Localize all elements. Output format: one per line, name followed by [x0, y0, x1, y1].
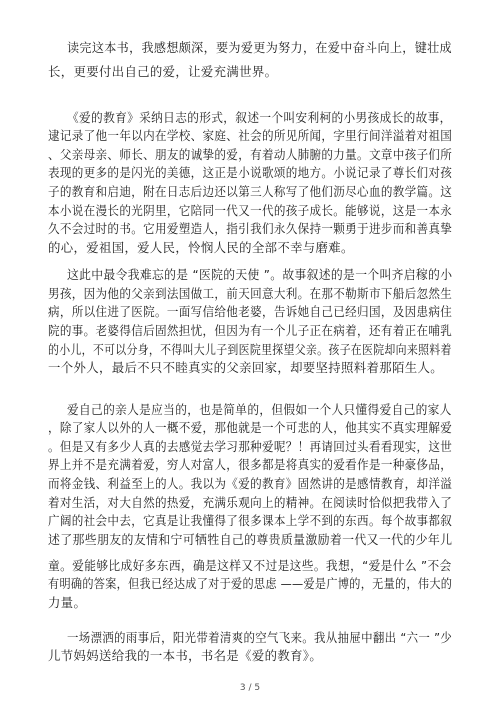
text-line: 本小说在漫长的光阴里，它陪同一代又一代的孩子成长。能够说，这是一本永	[48, 203, 453, 218]
text-line: 述了那些朋友的友情和宁可牺牲自己的尊贵质量激励着一代又一代的少年儿	[48, 532, 453, 547]
text-line: 久不会过时的书。它用爱塑造人，指引我们永久保持一颗勇于进步而和善真挚	[48, 221, 453, 236]
text-line: 《爱的教育》采纳日志的形式，叙述一个叫安利柯的小男孩成长的故事，	[67, 110, 452, 125]
text-line: 着对生活，对大自然的热爱，充满乐观向上的精神。在阅读时恰似把我带入了	[48, 495, 453, 510]
text-line: 广阔的社会中去，它真是让我懂得了很多课本上学不到的东西。每个故事都叙	[48, 513, 453, 528]
text-line: 一个外人，最后不只不睦真实的父亲回家，却要坚持照料着那陌生人。	[48, 360, 443, 375]
text-line: 长，更要付出自己的爱，让爱充满世界。	[48, 64, 278, 79]
text-line: 这此中最令我难忘的是 “医院的天使 ”。故事叙述的是一个叫齐启稼的小	[67, 267, 453, 282]
text-line: 子的教育和启迪，附在日志后边还以第三人称写了他们沥尽心血的教学篇。这	[48, 184, 453, 199]
text-line: 儿节妈妈送给我的一本书，书名是《爱的教育》。	[48, 648, 323, 663]
text-line: 读完这本书，我感想颇深，要为爱更为努力，在爱中奋斗向上，键壮成	[67, 40, 452, 55]
text-line: 男孩，因为他的父亲到法国做工，前天回意大利。在那不勒斯市下船后忽然生	[48, 286, 453, 301]
text-line: 一场漂洒的雨事后，阳光带着清爽的空气飞来。我从抽屉中翻出 “六一 ”少	[67, 630, 453, 645]
text-line: ，除了家人以外的人一概不爱，那他就是一个可悲的人，他其实不真实理解爱	[48, 420, 453, 435]
text-line: 有明确的答案，但我已经达成了对于爱的思虑 ——爱是广博的，无量的，伟大的	[48, 576, 453, 591]
text-line: 逮记录了他一年以内在学校、家庭、社会的所见所闻，字里行间洋溢着对祖国	[48, 128, 453, 143]
text-line: 、父亲母亲、师长、朋友的诚挚的爱，有着动人肺腑的力量。文章中孩子们所	[48, 147, 453, 162]
text-line: 的小儿，不可以分身，不得叫大儿子到医院里探望父亲。孩子在医院却向来照料着	[48, 342, 452, 357]
page-number: 3 / 5	[239, 683, 261, 693]
text-line: 爱自己的亲人是应当的，也是简单的，但假如一个人只懂得爱自己的家人	[67, 402, 452, 417]
text-line: 童。爱能够比成好多东西，确是这样又不过是这些。我想，“爱是什么 ”不会	[48, 558, 452, 573]
text-line: 而将金钱、利益至上的人。我以为《爱的教育》固然讲的是感情教育，却洋溢	[48, 476, 453, 491]
text-line: 院的事。老婆得信后固然担忧，但因为有一个儿子正在病着，还有着正在哺乳	[48, 323, 453, 338]
text-line: 界上并不是充满着爱，穷人对富人，很多都是将真实的爱看作是一种豪侈品，	[48, 457, 453, 472]
text-line: 力量。	[48, 595, 87, 610]
text-line: 的心，爱祖国，爱人民，怜悯人民的全部不幸与磨难。	[48, 240, 354, 255]
text-line: 表现的更多的是闪光的美德，这正是小说歌颂的地方。小说记录了尊长们对孩	[48, 165, 453, 180]
text-line: 。但是又有多少人真的去感觉去学习那种爱呢？！再请回过头看看现实，这世	[48, 439, 453, 454]
text-line: 病，所以住进了医院。一面写信给他老婆，告诉她自己已经归国，及因患病住	[48, 304, 453, 319]
